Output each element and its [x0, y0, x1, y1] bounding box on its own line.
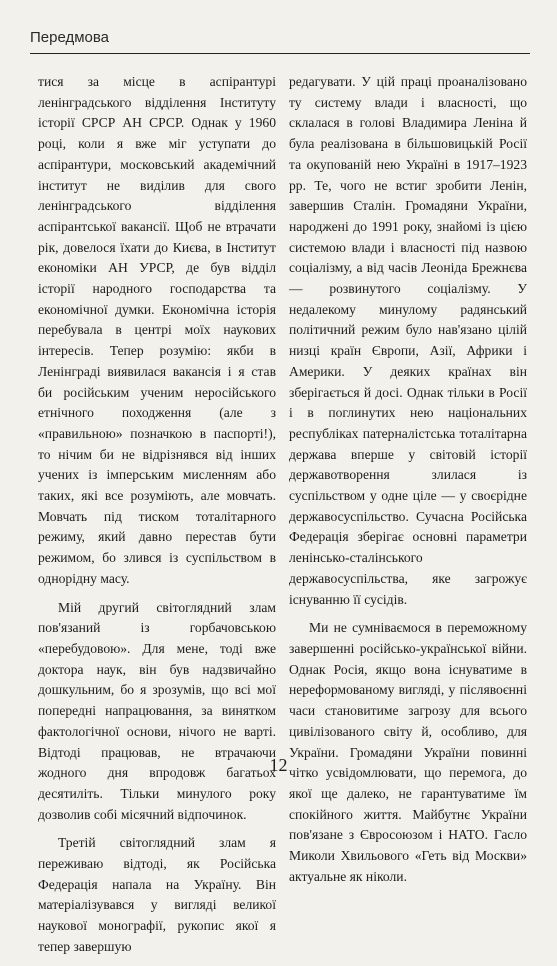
paragraph: Третій світоглядний злам я переживаю відтоді, як Російська Федерація напала на Україну. Він матеріалізувався у вигляді великої наукової монографії, рукопис якої я тепер завершую — [38, 835, 276, 954]
paragraph: Ми не сумніваємося в переможному завершенні російсько-української війни. Однак Росія, якщо вона існуватиме в нереформованому вигляді, у післявоєнні часи становитиме загрозу для всього цивілізованого світу й, особливо, для України. Громадяни України повинні чітко усвідомлювати, що перемога, до якої ще далеко, не гарантуватиме їм спокійного життя. Майбутнє України пов'язане з Євросоюзом і НАТО. Гасло Миколи Хвильового «Геть від Москви» актуальне як ніколи. — [289, 620, 527, 884]
page-number: 12 — [269, 755, 288, 775]
paragraph: Мій другий світоглядний злам пов'язаний із горбачовською «перебудовою». Для мене, тоді вже доктора наук, він був надзвичайно дошкульним, бо я зрозумів, що всі мої попередні напрацювання, за винятком фактологічної основи, нічого не варті. Відтоді працював, не втрачаючи жодного дня впродовж багатьох десятиліть. Тільки минулого року дозволив собі місячний відпочинок. — [38, 599, 276, 822]
left-column — [38, 72, 276, 966]
header-rule — [30, 53, 530, 54]
paragraph: редагувати. У цій праці проаналізовано ту систему влади і власності, що склалася в голові Владимира Леніна й була реалізована в більшовицькій Росії та окупованій нею Україні в 1917–1923 рр. Те, чого не встиг зробити Ленін, завершив Сталін. Громадяни України, народжені до 1991 року, знайомі із цією системою влади і власності під назвою соціалізму, а від часів Леоніда Брежнєва — розвинутого соціалізму. У недалекому минулому радянський політичний режим було нав'язано цілій низці країн Європи, Азії, Африки і Америки. У деяких країнах він зберігається й досі. Однак тільки в Росії і в поглинутих нею національних республіках патерналістська тоталітарна держава вперше у світовій історії державотворення злилася із суспільством у одне ціле — у своєрідне державосуспільство. Сучасна Російська Федерація зберігає основні параметри ленінсько-сталінського державосуспільства, яке загрожує існуванню її сусідів. — [289, 74, 527, 607]
paragraph: тися за місце в аспірантурі ленінградського відділення Інституту історії СРСР АН СРСР. Однак у 1960 році, коли я вже міг уступати до аспірантури, московський академічний інститут не виділив для свого ленінградського відділення аспірантської вакансії. Щоб не втрачати рік, довелося їхати до Києва, в Інститут економіки АН УРСР, де був відділ історії народного господарства та економічної думки. Економічна історія перебувала в центрі моїх наукових інтересів. Тепер розумію: якби в Ленінграді виявилася вакансія і я став би російським ученим неросійського етнічного походження (але з «правильною» позначкою в паспорті!), то нічим би не відрізнявся від інших учених із імперським мисленням або таких, які все розуміють, але мовчать. Мовчать під тиском тоталітарного режиму, який давно перестав бути режимом, бо злився із суспільством в однорідну масу. — [38, 74, 276, 586]
running-header: Передмова — [30, 29, 110, 46]
